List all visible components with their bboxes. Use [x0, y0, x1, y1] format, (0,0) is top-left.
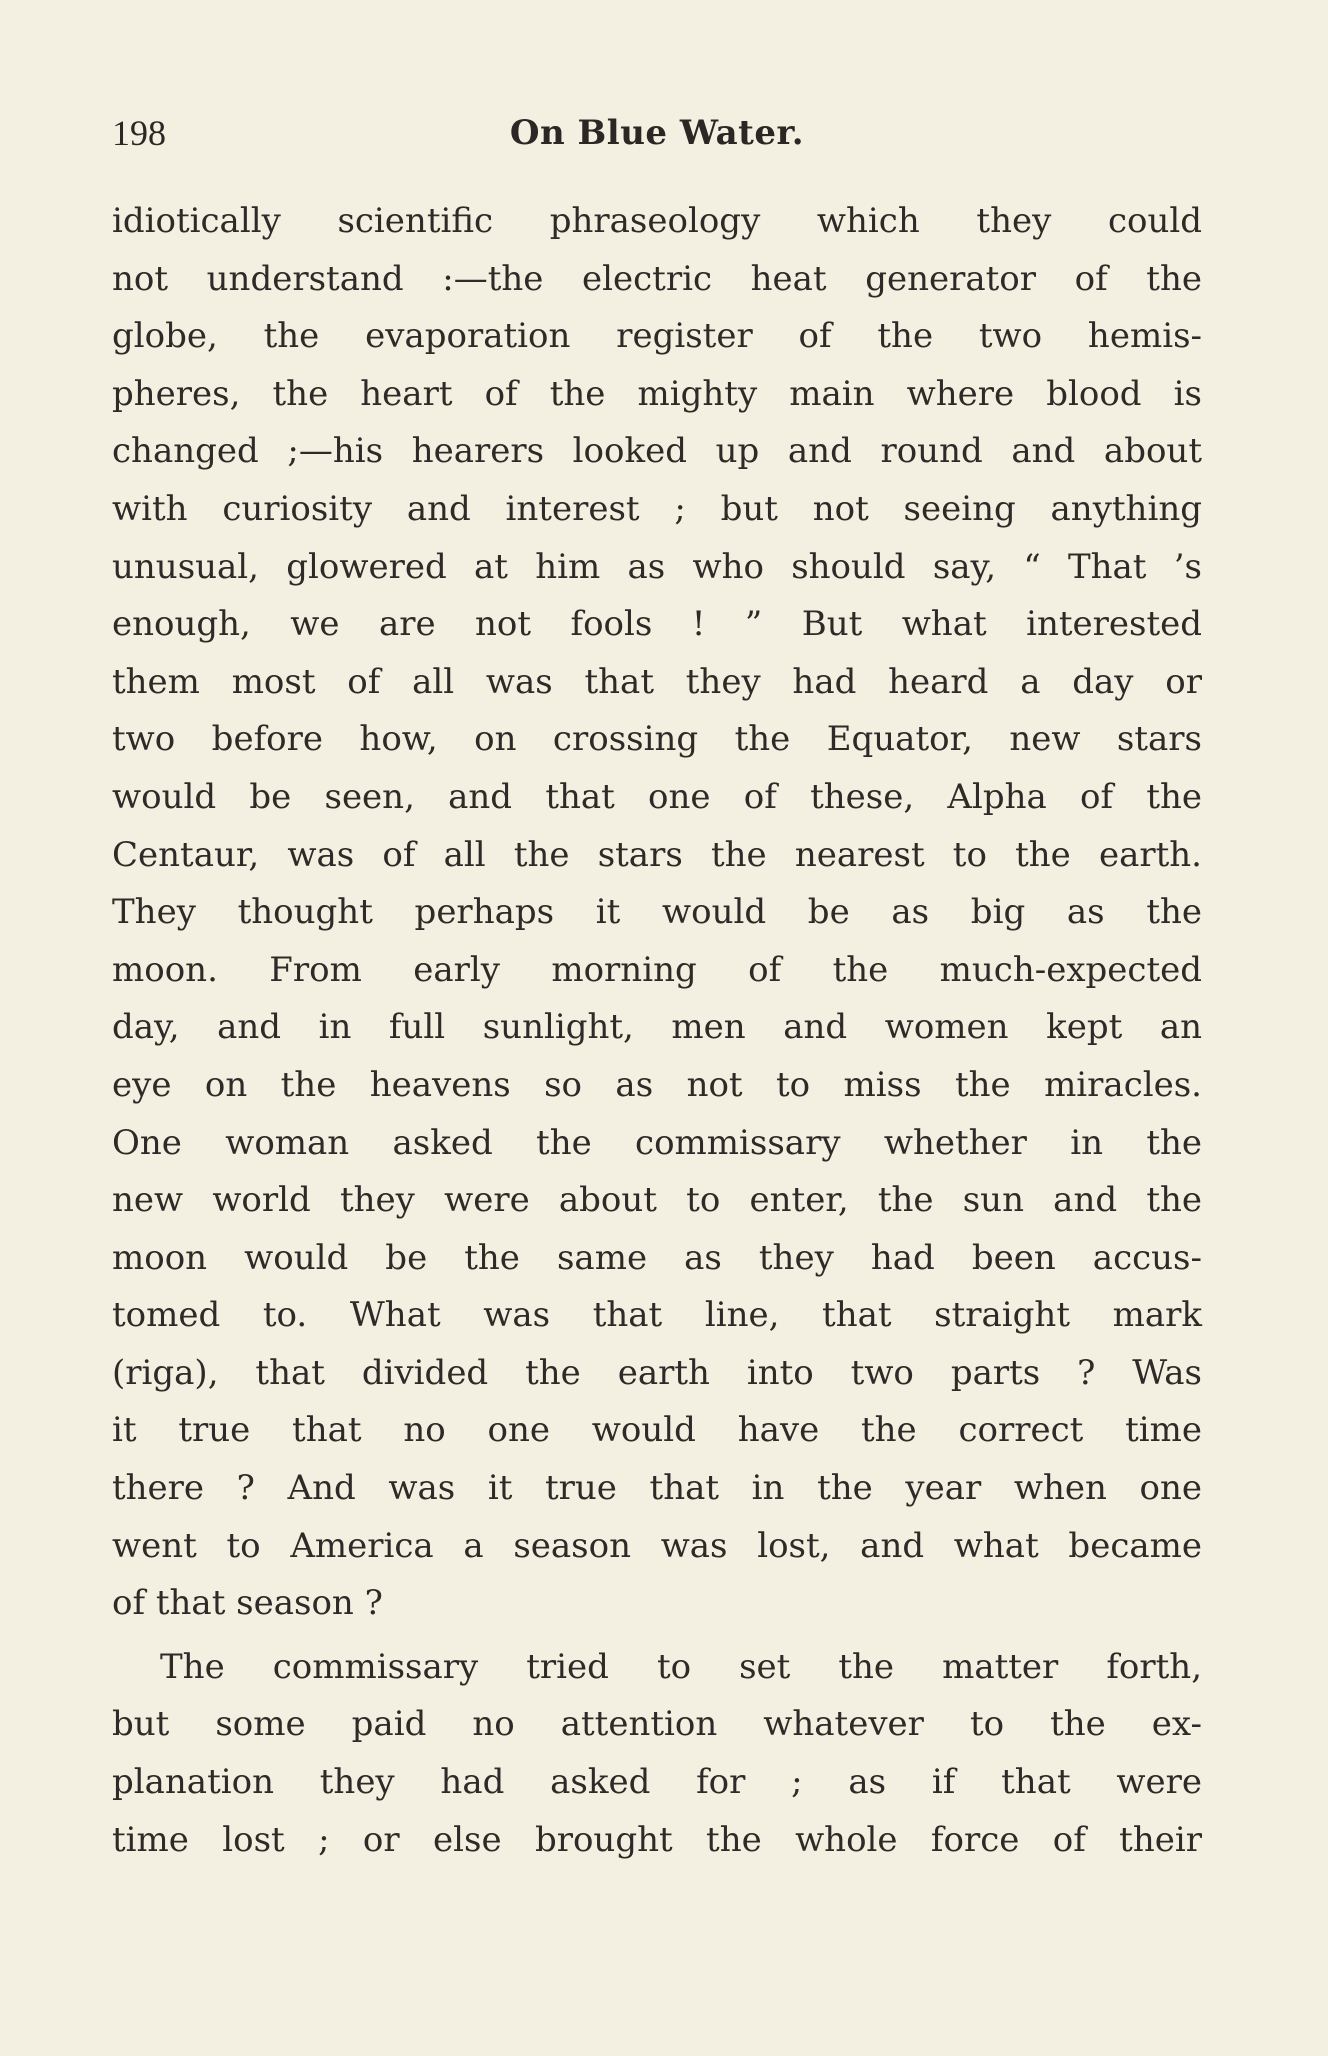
- text-line: went to America a season was lost, and what became: [112, 1525, 1202, 1566]
- body-text: [112, 193, 1202, 1869]
- text-line: moon would be the same as they had been accus-: [112, 1237, 1202, 1278]
- paragraph-2: [112, 1639, 1202, 1869]
- text-line: They thought perhaps it would be as big as the: [112, 892, 1202, 933]
- page-number: 198: [112, 113, 166, 153]
- text-line: but some paid no attention whatever to the ex-: [112, 1704, 1202, 1745]
- text-line: new world they were about to enter, the sun and the: [112, 1180, 1202, 1221]
- text-line: moon. From early morning of the much-expected: [112, 949, 1202, 990]
- running-title: On Blue Water.: [509, 113, 805, 153]
- running-head: [112, 108, 1202, 158]
- text-line: of that season ?: [112, 1583, 383, 1624]
- text-line: pheres, the heart of the mighty main where blood is: [112, 373, 1202, 414]
- text-line: enough, we are not fools ! ” But what interested: [112, 604, 1202, 645]
- text-line: with curiosity and interest ; but not seeing anything: [112, 488, 1202, 529]
- text-line: eye on the heavens so as not to miss the miracles.: [112, 1064, 1202, 1105]
- paragraph-1: [112, 193, 1202, 1633]
- text-line: (riga), that divided the earth into two parts ? Was: [112, 1352, 1202, 1393]
- text-line: idiotically scientific phraseology which they could: [112, 201, 1202, 241]
- text-line: globe, the evaporation register of the two hemis-: [112, 316, 1202, 357]
- text-line: there ? And was it true that in the year when one: [112, 1468, 1202, 1509]
- text-line: changed ;—his hearers looked up and round and about: [112, 431, 1202, 472]
- text-line: time lost ; or else brought the whole force of their: [112, 1819, 1202, 1860]
- text-line: planation they had asked for ; as if that were: [112, 1762, 1202, 1803]
- text-line: day, and in full sunlight, men and women kept an: [112, 1007, 1202, 1048]
- text-line: unusual, glowered at him as who should say, “ That ’s: [112, 546, 1202, 587]
- text-line: The commissary tried to set the matter forth,: [160, 1646, 1202, 1687]
- text-line: One woman asked the commissary whether in the: [112, 1122, 1202, 1163]
- text-line: not understand :—the electric heat generator of the: [112, 258, 1202, 299]
- text-line: them most of all was that they had heard a day or: [112, 661, 1202, 702]
- text-line: two before how, on crossing the Equator, new stars: [112, 719, 1202, 760]
- text-line: tomed to. What was that line, that straight mark: [112, 1295, 1202, 1336]
- text-line: Centaur, was of all the stars the nearest to the earth.: [112, 834, 1202, 875]
- text-line: would be seen, and that one of these, Alpha of the: [112, 776, 1202, 817]
- text-line: it true that no one would have the correct time: [112, 1410, 1202, 1451]
